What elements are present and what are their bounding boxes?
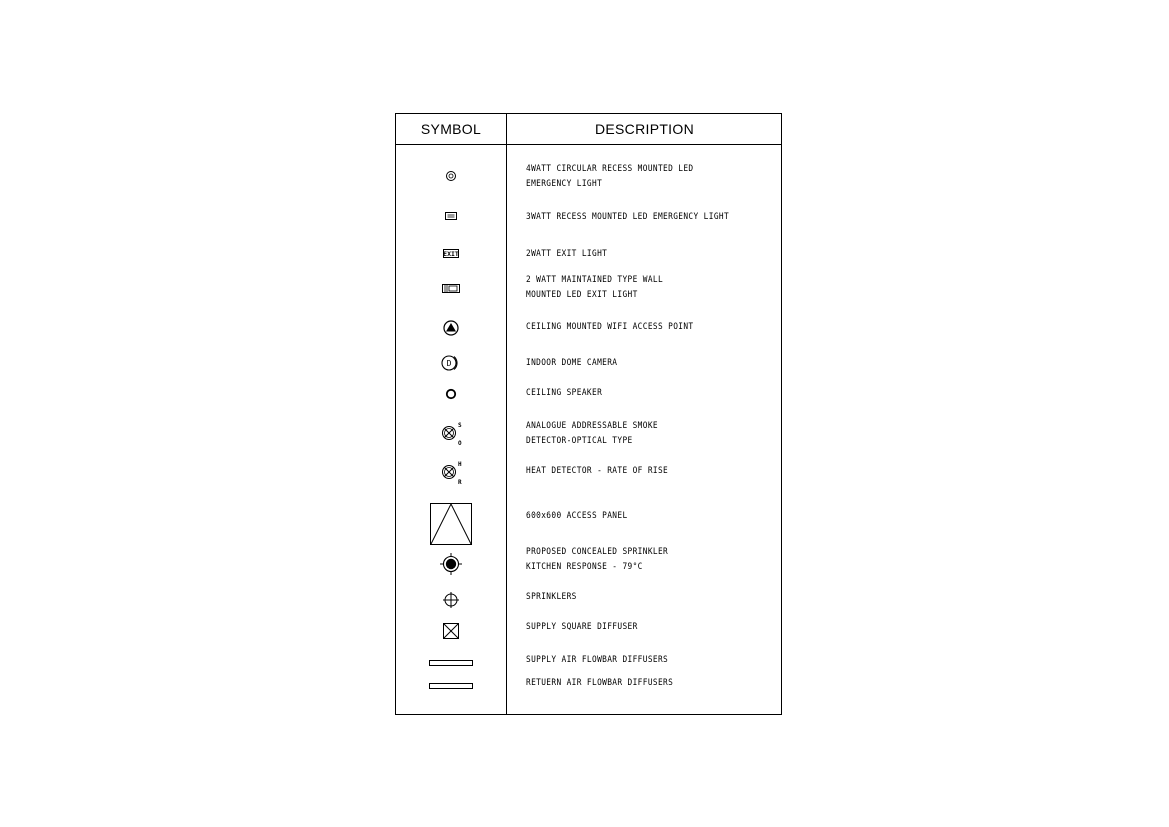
header-symbol: SYMBOL bbox=[420, 121, 482, 137]
access-panel-icon bbox=[396, 503, 506, 545]
svg-text:D: D bbox=[446, 359, 452, 368]
recess-emergency-light-icon bbox=[396, 211, 506, 221]
header-divider bbox=[396, 144, 781, 145]
smoke-detector-icon bbox=[396, 419, 506, 447]
row-description: RETUERN AIR FLOWBAR DIFFUSERS bbox=[526, 678, 674, 688]
heat-detector-icon bbox=[396, 458, 506, 486]
row-description: SUPPLY SQUARE DIFFUSER bbox=[526, 622, 638, 632]
return-flowbar-diffuser-icon bbox=[396, 682, 506, 690]
circular-emergency-light-icon bbox=[396, 169, 506, 183]
row-description: 2WATT EXIT LIGHT bbox=[526, 249, 608, 259]
row-description: 3WATT RECESS MOUNTED LED EMERGENCY LIGHT bbox=[526, 212, 730, 222]
wall-exit-light-icon bbox=[396, 283, 506, 293]
row-description: SUPPLY AIR FLOWBAR DIFFUSERS bbox=[526, 655, 669, 665]
sprinkler-icon bbox=[396, 591, 506, 609]
row-description: PROPOSED CONCEALED SPRINKLER KITCHEN RESPONSE - 79°C bbox=[526, 547, 669, 572]
row-description: CEILING SPEAKER bbox=[526, 388, 603, 398]
ceiling-speaker-icon bbox=[396, 388, 506, 400]
column-divider bbox=[506, 114, 507, 714]
heat-detector-sub-label: R bbox=[458, 479, 462, 486]
wifi-access-point-icon bbox=[396, 320, 506, 336]
exit-label: EXIT bbox=[443, 249, 459, 258]
row-description: CEILING MOUNTED WIFI ACCESS POINT bbox=[526, 322, 694, 332]
heat-detector-sup-label: H bbox=[458, 461, 462, 468]
supply-flowbar-diffuser-icon bbox=[396, 659, 506, 667]
smoke-detector-sub-label: O bbox=[458, 440, 462, 447]
row-description: 600x600 ACCESS PANEL bbox=[526, 511, 628, 521]
concealed-sprinkler-icon bbox=[396, 552, 506, 576]
smoke-detector-sup-label: S bbox=[458, 422, 462, 429]
row-description: SPRINKLERS bbox=[526, 592, 577, 602]
row-description: INDOOR DOME CAMERA bbox=[526, 358, 618, 368]
symbol-legend-table bbox=[395, 113, 782, 715]
row-description: 4WATT CIRCULAR RECESS MOUNTED LED EMERGENCY LIGHT bbox=[526, 164, 694, 189]
header-description: DESCRIPTION bbox=[595, 121, 694, 137]
row-description: HEAT DETECTOR - RATE OF RISE bbox=[526, 466, 669, 476]
dome-camera-icon bbox=[396, 354, 506, 372]
exit-light-icon bbox=[396, 248, 506, 258]
row-description: ANALOGUE ADDRESSABLE SMOKE DETECTOR-OPTICAL TYPE bbox=[526, 421, 658, 446]
square-diffuser-icon bbox=[396, 622, 506, 640]
row-description: 2 WATT MAINTAINED TYPE WALL MOUNTED LED EXIT LIGHT bbox=[526, 275, 664, 300]
